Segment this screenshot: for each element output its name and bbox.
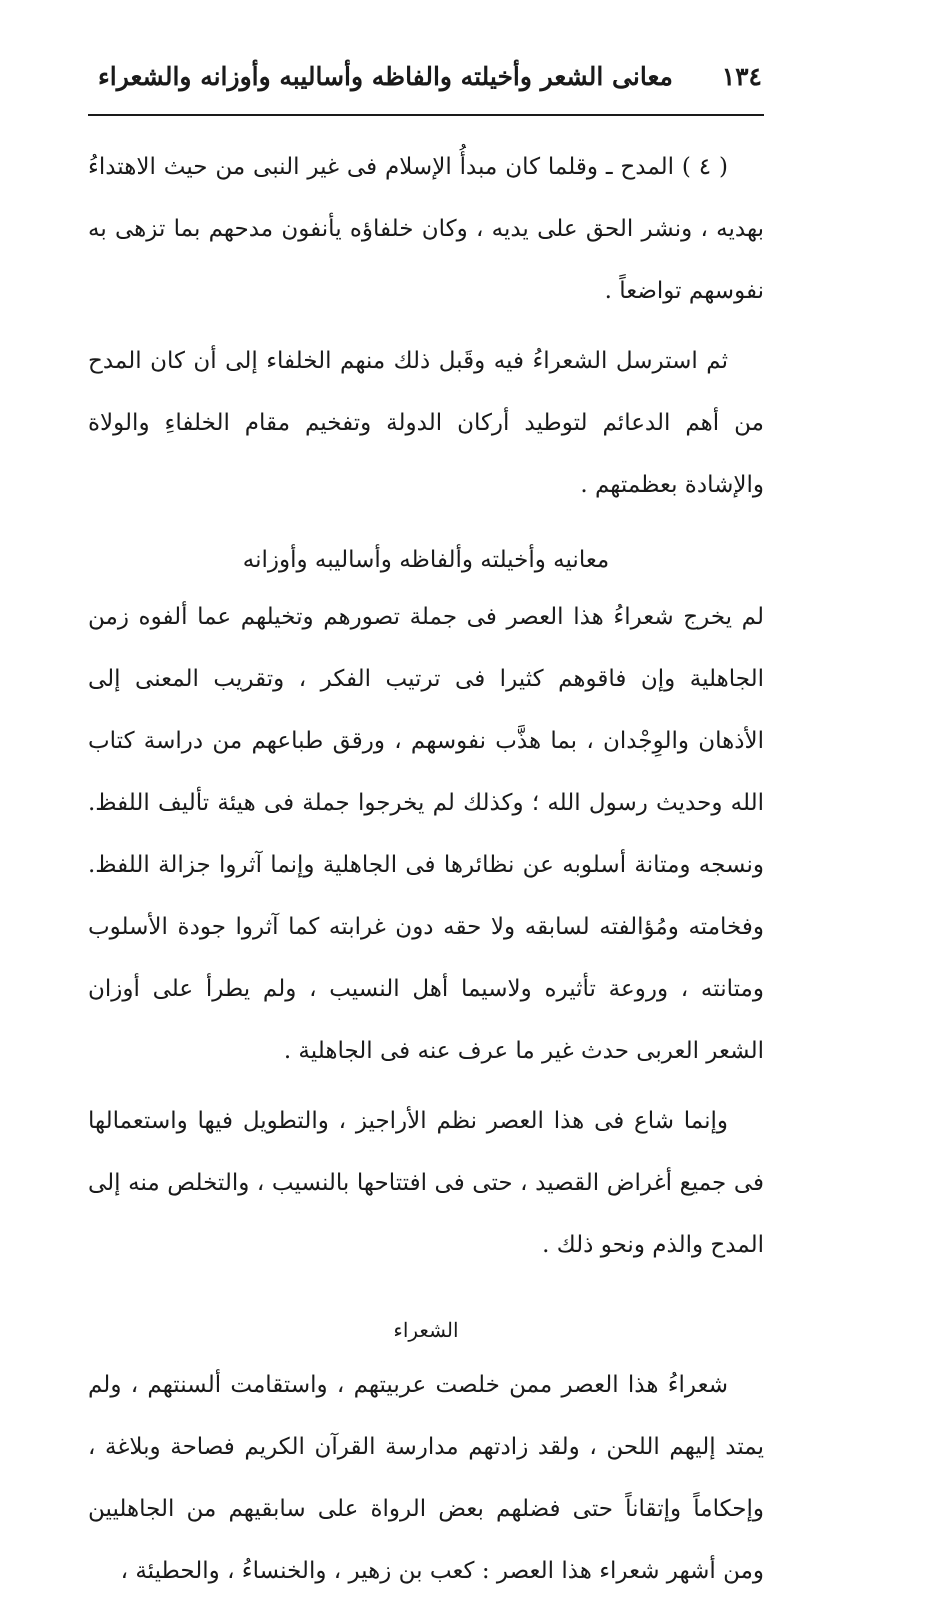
book-page [88, 62, 764, 1602]
paragraph-poets-1: شعراءُ هذا العصر ممن خلصت عربيتهم ، واستقامت ألسنتهم ، ولم يمتد إليهم اللحن ، ولقد زادتهم مدارسة القرآن الكريم فصاحة وبلاغة ، وإحكاماً وإتقاناً حتى فضلهم بعض الرواة على سابقيهم من الجاهليين ومن أشهر شعراء هذا العصر : كعب بن زهير ، والخنساءُ ، والحطيئة ، [88, 1372, 764, 1584]
page-number: ١٣٤ [721, 62, 762, 91]
section-heading-style: معانيه وأخيلته وألفاظه وأساليبه وأوزانه [242, 547, 610, 573]
paragraph-madh-2: ثم استرسل الشعراءُ فيه وقَبل ذلك منهم الخلفاء إلى أن كان المدح من أهم الدعائم لتوطيد أركان الدولة وتفخيم مقام الخلفاءِ والولاة والإشادة بعظمتهم . [88, 348, 764, 498]
paragraph-style-2: وإنما شاع فى هذا العصر نظم الأراجيز ، والتطويل فيها واستعمالها فى جميع أغراض القصيد ، حتى فى افتتاحها بالنسيب ، والتخلص منه إلى المدح والذم ونحو ذلك . [88, 1108, 764, 1258]
running-title: معانى الشعر وأخيلته والفاظه وأساليبه وأوزانه والشعراء [98, 62, 673, 91]
header-rule [88, 114, 764, 116]
running-header [88, 62, 764, 106]
paragraph-style-1: لم يخرج شعراءُ هذا العصر فى جملة تصورهم وتخيلهم عما ألفوه زمن الجاهلية وإن فاقوهم كثيرا فى ترتيب الفكر ، وتقريب المعنى إلى الأذهان والوِجْدان ، بما هذَّب نفوسهم ، ورقق طباعهم من دراسة كتاب الله وحديث رسول الله ؛ وكذلك لم يخرجوا جملة فى هيئة تأليف اللفظ. ونسجه ومتانة أسلوبه عن نظائرها فى الجاهلية وإنما آثروا جزالة اللفظ. وفخامته ومُؤالفته لسابقه ولا حقه دون غرابته كما آثروا جودة الأسلوب ومتانته ، وروعة تأثيره ولاسيما أهل النسيب ، ولم يطرأ على أوزان الشعر العربى حدث غير ما عرف عنه فى الجاهلية . [88, 604, 764, 1064]
paragraph-madh-1: ( ٤ ) المدح ـ وقلما كان مبدأُ الإسلام فى غير النبى من حيث الاهتداءُ بهديه ، ونشر الحق على يديه ، وكان خلفاؤه يأنفون مدحهم بما تزهى به نفوسهم تواضعاً . [88, 154, 764, 304]
section-heading-poets: الشعراء [393, 1318, 459, 1342]
